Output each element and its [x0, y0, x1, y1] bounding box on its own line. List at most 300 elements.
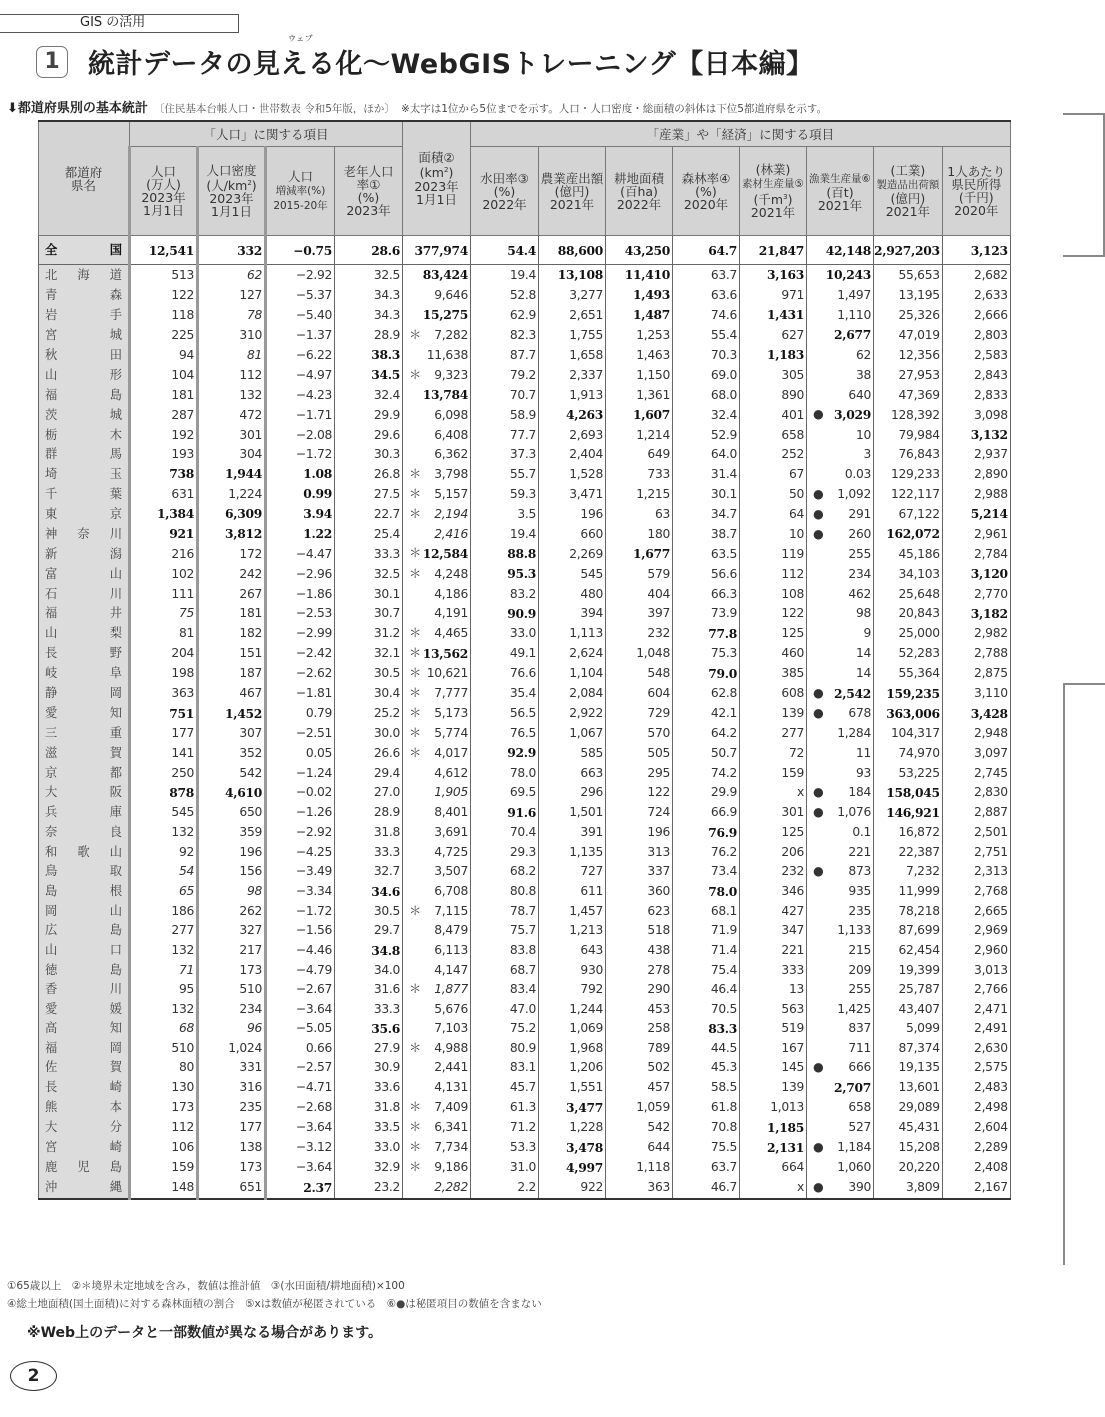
cell-value: 25,000	[898, 626, 940, 641]
cell-mfg	[874, 763, 943, 782]
cell-paddy	[471, 265, 539, 286]
cell-agri	[539, 484, 606, 504]
cell-value: 3,507	[434, 864, 468, 879]
cell-value: 404	[647, 586, 670, 601]
cell-area	[403, 1078, 471, 1098]
cell-timber	[740, 743, 807, 763]
cell-value: 132	[171, 825, 194, 840]
cell-value: 585	[580, 745, 603, 760]
cell-aged	[335, 664, 403, 684]
cell-value: 52.8	[509, 287, 536, 302]
cell-pop	[130, 1039, 198, 1058]
cell-forest	[673, 1158, 740, 1178]
cell-value: −0.02	[295, 785, 332, 800]
table-row	[39, 961, 1011, 980]
cell-value: 337	[647, 864, 670, 879]
cell-value: 1,425	[837, 1001, 871, 1016]
cell-value: 67	[788, 466, 804, 481]
cell-density	[198, 783, 266, 803]
cell-value: 397	[647, 606, 670, 621]
cell-value: 52,283	[898, 646, 940, 661]
cell-value: 56.6	[710, 566, 737, 581]
cell-farmland	[606, 305, 673, 325]
cell-value: 139	[781, 1080, 804, 1095]
prefecture-name: 岐阜	[39, 664, 130, 684]
cell-pop	[130, 564, 198, 584]
cell-value: 22,387	[898, 844, 940, 859]
cell-farmland	[606, 265, 673, 286]
cell-value: 32.9	[373, 1160, 400, 1175]
cell-area	[403, 1098, 471, 1118]
cell-aged	[335, 305, 403, 325]
cell-value: 3,120	[970, 566, 1008, 582]
cell-timber	[740, 544, 807, 564]
cell-aged	[335, 484, 403, 504]
cell-timber	[740, 564, 807, 584]
cell-value: −4.23	[295, 387, 332, 402]
cell-area	[403, 464, 471, 484]
cell-value: 4,612	[434, 765, 468, 780]
cell-value: 427	[781, 903, 804, 918]
cell-value: 59.3	[509, 486, 536, 501]
cell-value: 56.5	[509, 706, 536, 721]
cell-value: 217	[239, 943, 262, 957]
cell-value: 664	[781, 1160, 804, 1175]
cell-value: 513	[171, 267, 194, 282]
cell-paddy	[471, 524, 539, 544]
cell-pop	[130, 445, 198, 464]
cell-value: 1,493	[632, 287, 670, 302]
cell-value: −4.97	[295, 367, 332, 382]
cell-value: 3,471	[569, 486, 603, 501]
cell-value: 19,135	[898, 1060, 940, 1075]
cell-value: 62	[246, 267, 262, 282]
cell-growth	[266, 684, 335, 704]
cell-value: 151	[239, 646, 262, 661]
cell-forest	[673, 644, 740, 664]
cell-forest	[673, 803, 740, 823]
cell-income	[942, 843, 1010, 862]
cell-value: 935	[848, 884, 871, 899]
cell-forest	[673, 285, 740, 305]
cell-value: 62	[855, 347, 871, 362]
cell-value: 173	[239, 1160, 262, 1175]
cell-value: 232	[781, 864, 804, 879]
cell-value: 159	[781, 765, 804, 780]
cell-value: 7,282	[434, 327, 468, 342]
cell-income	[942, 484, 1010, 504]
estimate-asterisk-icon: ＊	[409, 903, 421, 918]
cell-density	[198, 1098, 266, 1118]
cell-value: 4,725	[434, 844, 468, 859]
cell-area	[403, 484, 471, 504]
cell-value: 0.03	[844, 466, 871, 481]
cell-value: 390	[848, 1180, 871, 1195]
cell-value: 1,487	[632, 307, 670, 322]
cell-aged	[335, 882, 403, 902]
cell-density	[198, 1178, 266, 1199]
cell-value: 2,084	[569, 686, 603, 701]
cell-fish	[807, 980, 874, 999]
cell-timber	[740, 1078, 807, 1098]
cell-value: 75.7	[509, 923, 536, 938]
cell-fish	[807, 704, 874, 724]
cell-value: 30.1	[710, 486, 737, 501]
cell-value: 542	[647, 1120, 670, 1135]
cell-value: 29.3	[509, 844, 536, 859]
cell-forest	[673, 405, 740, 425]
cell-area	[403, 941, 471, 961]
cell-timber	[740, 902, 807, 921]
cell-farmland	[606, 1058, 673, 1077]
cell-value: −3.64	[295, 1160, 332, 1175]
cell-paddy	[471, 843, 539, 862]
cell-growth	[266, 544, 335, 564]
cell-value: 42,148	[825, 242, 871, 258]
cell-value: 385	[781, 666, 804, 681]
cell-value: 77.8	[708, 625, 737, 641]
cell-value: 242	[239, 566, 262, 581]
cell-growth	[266, 365, 335, 385]
cell-income	[942, 236, 1010, 265]
prefecture-name: 島根	[39, 882, 130, 902]
cell-value: 32.1	[373, 646, 400, 661]
cell-density	[198, 664, 266, 684]
cell-farmland	[606, 464, 673, 484]
cell-value: 472	[239, 407, 262, 422]
cell-value: 43,407	[898, 1001, 940, 1016]
cell-density	[198, 763, 266, 782]
cell-timber	[740, 1039, 807, 1058]
cell-density	[198, 604, 266, 624]
table-row	[39, 604, 1011, 624]
cell-forest	[673, 724, 740, 743]
cell-aged	[335, 803, 403, 823]
cell-aged	[335, 1118, 403, 1138]
cell-area	[403, 544, 471, 564]
cell-value: x	[797, 785, 804, 800]
cell-farmland	[606, 405, 673, 425]
cell-value: 38.3	[371, 347, 400, 362]
cell-value: 73.4	[710, 864, 737, 879]
cell-agri	[539, 445, 606, 464]
cell-value: 132	[171, 943, 194, 957]
cell-fish	[807, 285, 874, 305]
cell-income	[942, 1058, 1010, 1077]
cell-density	[198, 902, 266, 921]
cell-value: 234	[848, 566, 871, 581]
cell-value: 74,970	[898, 745, 940, 760]
cell-mfg	[874, 882, 943, 902]
cell-aged	[335, 1158, 403, 1178]
cell-value: 1,877	[434, 982, 468, 997]
cell-farmland	[606, 644, 673, 664]
cell-value: 1.22	[303, 526, 332, 542]
confidential-dot-icon: ●	[813, 1180, 824, 1195]
cell-paddy	[471, 305, 539, 325]
table-row	[39, 644, 1011, 664]
cell-fish	[807, 664, 874, 684]
cell-value: 72	[788, 745, 804, 760]
cell-income	[942, 902, 1010, 921]
cell-value: −3.49	[295, 864, 332, 879]
cell-aged	[335, 564, 403, 584]
cell-value: 873	[848, 864, 871, 879]
cell-value: 32.7	[373, 864, 400, 879]
cell-value: 1.08	[303, 466, 332, 482]
cell-income	[942, 1019, 1010, 1039]
cell-income	[942, 961, 1010, 980]
cell-farmland	[606, 980, 673, 999]
cell-paddy	[471, 763, 539, 782]
cell-mfg	[874, 783, 943, 803]
cell-value: 47,369	[898, 387, 940, 402]
prefecture-name: 千葉	[39, 484, 130, 504]
cell-value: 80.9	[509, 1041, 536, 1056]
cell-mfg	[874, 803, 943, 823]
cell-value: 38.7	[710, 526, 737, 541]
cell-timber	[740, 961, 807, 980]
cell-aged	[335, 425, 403, 445]
cell-mfg	[874, 921, 943, 940]
cell-value: 1,905	[434, 785, 468, 800]
cell-timber	[740, 941, 807, 961]
cell-growth	[266, 604, 335, 624]
cell-area	[403, 285, 471, 305]
cell-farmland	[606, 684, 673, 704]
cell-value: 1,214	[636, 427, 670, 442]
cell-value: 19.4	[509, 267, 536, 282]
cell-fish	[807, 1158, 874, 1178]
cell-value: 32.4	[373, 387, 400, 402]
cell-area	[403, 961, 471, 980]
cell-timber	[740, 236, 807, 265]
cell-value: −2.42	[295, 646, 332, 661]
prefecture-name: 大阪	[39, 783, 130, 803]
cell-income	[942, 664, 1010, 684]
header-aged: 老年人口 率① (%) 2023年	[335, 147, 403, 236]
cell-aged	[335, 823, 403, 843]
cell-fish	[807, 385, 874, 405]
cell-value: 5,774	[434, 726, 468, 741]
cell-timber	[740, 862, 807, 881]
cell-value: 2,604	[974, 1120, 1008, 1135]
cell-paddy	[471, 544, 539, 564]
cell-forest	[673, 1078, 740, 1098]
table-row	[39, 704, 1011, 724]
cell-value: 225	[171, 327, 194, 342]
cell-value: −1.24	[295, 765, 332, 780]
cell-paddy	[471, 1138, 539, 1158]
table-row	[39, 484, 1011, 504]
cell-value: 31.2	[373, 626, 400, 641]
cell-value: 27.5	[373, 486, 400, 501]
cell-agri	[539, 644, 606, 664]
cell-value: 29,089	[898, 1100, 940, 1115]
cell-value: 971	[781, 287, 804, 302]
cell-growth	[266, 862, 335, 881]
table-row	[39, 464, 1011, 484]
cell-income	[942, 445, 1010, 464]
cell-mfg	[874, 902, 943, 921]
cell-value: 2,624	[569, 646, 603, 661]
cell-value: 4,997	[565, 1159, 603, 1175]
cell-value: 66.3	[710, 586, 737, 601]
cell-value: 1,060	[837, 1160, 871, 1175]
prefecture-name: 熊本	[39, 1098, 130, 1118]
cell-fish	[807, 305, 874, 325]
cell-paddy	[471, 684, 539, 704]
cell-value: 25.4	[373, 526, 400, 541]
cell-density	[198, 1158, 266, 1178]
cell-fish	[807, 405, 874, 425]
header-mfg: (工業) 製造品出荷額 (億円) 2021年	[874, 147, 943, 236]
cell-density	[198, 564, 266, 584]
cell-value: 313	[647, 844, 670, 859]
cell-value: 221	[848, 844, 871, 859]
cell-forest	[673, 1098, 740, 1118]
cell-fish	[807, 1178, 874, 1199]
cell-value: 255	[848, 546, 871, 561]
prefecture-name: 滋賀	[39, 743, 130, 763]
cell-value: 30.5	[373, 903, 400, 918]
cell-value: 10,243	[825, 267, 871, 282]
table-row	[39, 365, 1011, 385]
cell-timber	[740, 684, 807, 704]
cell-growth	[266, 1039, 335, 1058]
cell-value: 33.0	[373, 1140, 400, 1155]
cell-pop	[130, 1178, 198, 1199]
prefecture-name: 岩手	[39, 305, 130, 325]
cell-value: 98	[855, 606, 871, 621]
cell-value: 30.5	[373, 666, 400, 681]
cell-value: −4.46	[295, 943, 332, 957]
cell-growth	[266, 743, 335, 763]
cell-value: 64	[788, 506, 804, 521]
cell-value: 623	[647, 903, 670, 918]
cell-value: 2,693	[569, 427, 603, 442]
cell-agri	[539, 999, 606, 1018]
cell-mfg	[874, 843, 943, 862]
cell-value: 13,601	[898, 1080, 940, 1095]
cell-fish	[807, 1118, 874, 1138]
cell-timber	[740, 345, 807, 365]
header-area: 面積② $(km^2)$ 2023年 1月1日	[403, 121, 471, 236]
cell-agri	[539, 704, 606, 724]
estimate-asterisk-icon: ＊	[409, 1140, 421, 1155]
cell-value: 34.7	[710, 506, 737, 521]
cell-value: 27.9	[373, 1041, 400, 1056]
cell-pop	[130, 464, 198, 484]
cell-value: 2,677	[833, 327, 871, 342]
cell-value: −1.72	[295, 447, 332, 462]
page-title	[36, 34, 814, 81]
prefecture-name: 岡山	[39, 902, 130, 921]
cell-forest	[673, 445, 740, 464]
cell-value: 304	[239, 447, 262, 462]
cell-value: 70.8	[710, 1120, 737, 1135]
cell-value: −2.51	[295, 726, 332, 741]
cell-pop	[130, 743, 198, 763]
header-agri: 農業産出額 (億円) 2021年	[539, 147, 606, 236]
cell-mfg	[874, 464, 943, 484]
cell-value: −2.99	[295, 626, 332, 641]
prefecture-name: 神奈川	[39, 524, 130, 544]
cell-value: 47.0	[509, 1001, 536, 1016]
decorative-bracket-top	[1063, 113, 1105, 257]
cell-value: 2,665	[974, 903, 1008, 918]
cell-value: 2,501	[974, 825, 1008, 840]
cell-agri	[539, 405, 606, 425]
cell-fish	[807, 544, 874, 564]
cell-timber	[740, 425, 807, 445]
cell-value: 159	[171, 1160, 194, 1175]
header-fish: 漁業生産量⑥ (百t) 2021年	[807, 147, 874, 236]
cell-value: 159,235	[886, 685, 940, 701]
cell-value: 49.1	[509, 646, 536, 661]
cell-agri	[539, 1019, 606, 1039]
cell-timber	[740, 484, 807, 504]
cell-paddy	[471, 584, 539, 603]
cell-paddy	[471, 564, 539, 584]
prefecture-name: 大分	[39, 1118, 130, 1138]
cell-value: 3.94	[303, 506, 332, 522]
cell-farmland	[606, 823, 673, 843]
cell-value: 510	[239, 982, 262, 997]
cell-value: 480	[580, 586, 603, 601]
cell-value: 3,812	[224, 526, 262, 542]
cell-agri	[539, 1098, 606, 1118]
cell-aged	[335, 1138, 403, 1158]
cell-agri	[539, 1138, 606, 1158]
cell-value: 922	[580, 1180, 603, 1195]
cell-timber	[740, 783, 807, 803]
cell-value: 3,428	[970, 705, 1008, 721]
cell-value: 3,110	[974, 686, 1008, 701]
cell-value: 177	[239, 1120, 262, 1135]
estimate-asterisk-icon: ＊	[409, 546, 421, 561]
cell-fish	[807, 902, 874, 921]
cell-paddy	[471, 604, 539, 624]
cell-value: 1,244	[569, 1001, 603, 1016]
cell-density	[198, 1078, 266, 1098]
cell-pop	[130, 843, 198, 862]
cell-income	[942, 783, 1010, 803]
cell-value: 11,638	[426, 347, 468, 362]
cell-value: 33.3	[373, 1001, 400, 1016]
cell-mfg	[874, 1019, 943, 1039]
cell-value: 10,621	[426, 666, 468, 681]
cell-growth	[266, 564, 335, 584]
prefecture-name: 秋田	[39, 345, 130, 365]
cell-value: 658	[781, 427, 804, 442]
cell-value: 33.6	[373, 1080, 400, 1095]
cell-value: 181	[239, 606, 262, 621]
cell-timber	[740, 644, 807, 664]
cell-pop	[130, 1019, 198, 1039]
cell-agri	[539, 425, 606, 445]
cell-density	[198, 921, 266, 940]
cell-value: 45.7	[509, 1080, 536, 1095]
cell-density	[198, 882, 266, 902]
cell-value: 2,982	[974, 626, 1008, 641]
cell-value: −5.05	[295, 1021, 332, 1036]
cell-value: −2.62	[295, 666, 332, 681]
cell-value: 70.3	[710, 347, 737, 362]
cell-forest	[673, 1138, 740, 1158]
cell-value: 711	[848, 1041, 871, 1056]
cell-value: 81	[246, 347, 262, 362]
